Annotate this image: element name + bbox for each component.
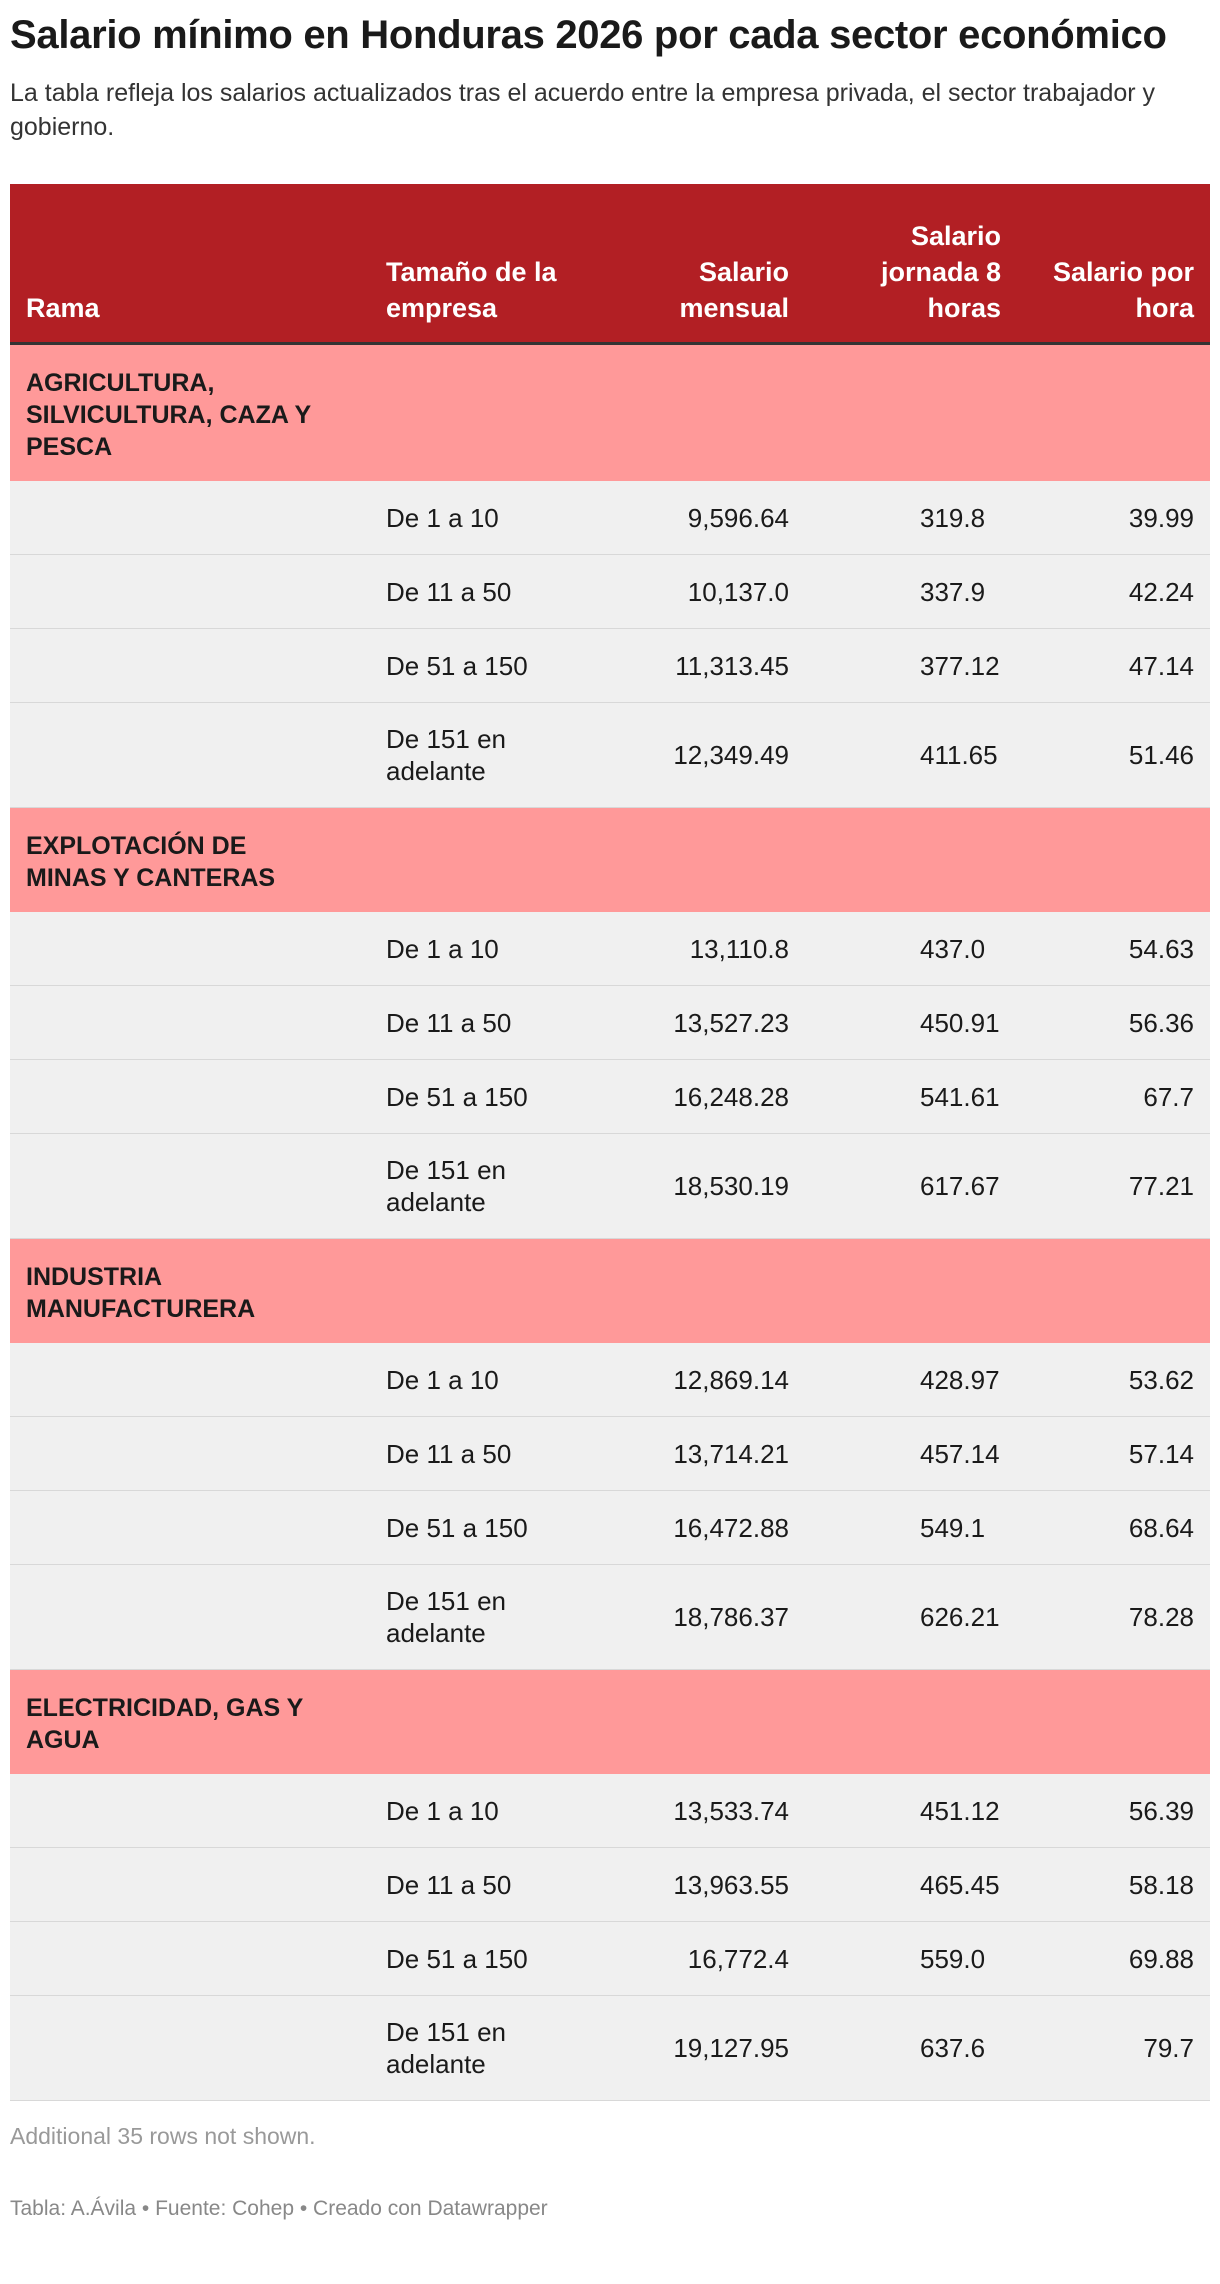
company-size-cell: De 151 en adelante (370, 703, 595, 808)
hourly-salary-cell: 69.88 (1017, 1922, 1210, 1996)
company-size-cell: De 51 a 150 (370, 1922, 595, 1996)
rama-cell (10, 1060, 370, 1134)
table-row (10, 912, 1210, 986)
header-tamano[interactable]: Tamaño de la empresa (370, 184, 595, 344)
company-size-cell: De 151 en adelante (370, 1134, 595, 1239)
daily-salary-cell: 377.12 (805, 629, 1017, 703)
table-row (10, 629, 1210, 703)
hourly-salary-cell: 79.7 (1017, 1996, 1210, 2101)
hourly-salary-cell: 77.21 (1017, 1134, 1210, 1239)
hourly-salary-cell: 78.28 (1017, 1565, 1210, 1670)
sector-row (10, 1670, 1210, 1775)
sector-name: INDUSTRIA MANUFACTURERA (26, 1263, 256, 1323)
monthly-salary-cell: 13,714.21 (595, 1417, 805, 1491)
daily-salary-cell: 541.61 (805, 1060, 1017, 1134)
rama-cell (10, 1417, 370, 1491)
sector-row (10, 1239, 1210, 1344)
hourly-salary-cell: 58.18 (1017, 1848, 1210, 1922)
company-size-cell: De 11 a 50 (370, 555, 595, 629)
daily-salary-cell: 451.12 (805, 1774, 1017, 1848)
table-row (10, 481, 1210, 555)
salary-table (10, 184, 1210, 2101)
chart-subtitle: La tabla refleja los salarios actualizados tras el acuerdo entre la empresa privada, el sector trabajador y gobierno. (10, 79, 1156, 141)
rows-not-shown-note: Additional 35 rows not shown. (10, 2123, 316, 2149)
company-size-cell: De 1 a 10 (370, 481, 595, 555)
table-row (10, 1996, 1210, 2101)
daily-salary-cell: 337.9 (805, 555, 1017, 629)
company-size-cell: De 51 a 150 (370, 1060, 595, 1134)
daily-salary-cell: 559.0 (805, 1922, 1017, 1996)
sector-row (10, 808, 1210, 913)
hourly-salary-cell: 56.36 (1017, 986, 1210, 1060)
hourly-salary-cell: 53.62 (1017, 1343, 1210, 1417)
header-salario-hora[interactable]: Salario por hora (1017, 184, 1210, 344)
table-row (10, 1774, 1210, 1848)
table-row (10, 555, 1210, 629)
monthly-salary-cell: 19,127.95 (595, 1996, 805, 2101)
company-size-cell: De 1 a 10 (370, 912, 595, 986)
daily-salary-cell: 411.65 (805, 703, 1017, 808)
daily-salary-cell: 450.91 (805, 986, 1017, 1060)
rama-cell (10, 1774, 370, 1848)
rama-cell (10, 1848, 370, 1922)
chart-title: Salario mínimo en Honduras 2026 por cada sector económico (10, 13, 1167, 57)
table-row (10, 1060, 1210, 1134)
monthly-salary-cell: 12,349.49 (595, 703, 805, 808)
sector-name: EXPLOTACIÓN DE MINAS Y CANTERAS (26, 832, 276, 892)
rama-cell (10, 1996, 370, 2101)
company-size-cell: De 1 a 10 (370, 1774, 595, 1848)
hourly-salary-cell: 67.7 (1017, 1060, 1210, 1134)
table-row (10, 1848, 1210, 1922)
sector-name: ELECTRICIDAD, GAS Y AGUA (26, 1694, 303, 1754)
company-size-cell: De 151 en adelante (370, 1565, 595, 1670)
daily-salary-cell: 457.14 (805, 1417, 1017, 1491)
rama-cell (10, 1922, 370, 1996)
rama-cell (10, 1134, 370, 1239)
rama-cell (10, 986, 370, 1060)
header-salario-jornada[interactable]: Salario jornada 8 horas (805, 184, 1017, 344)
rama-cell (10, 555, 370, 629)
table-row (10, 1343, 1210, 1417)
daily-salary-cell: 428.97 (805, 1343, 1017, 1417)
hourly-salary-cell: 39.99 (1017, 481, 1210, 555)
hourly-salary-cell: 54.63 (1017, 912, 1210, 986)
company-size-cell: De 11 a 50 (370, 1848, 595, 1922)
table-row (10, 1491, 1210, 1565)
monthly-salary-cell: 9,596.64 (595, 481, 805, 555)
monthly-salary-cell: 18,786.37 (595, 1565, 805, 1670)
company-size-cell: De 11 a 50 (370, 986, 595, 1060)
rama-cell (10, 912, 370, 986)
rama-cell (10, 481, 370, 555)
sector-cell (10, 1670, 1210, 1775)
monthly-salary-cell: 13,527.23 (595, 986, 805, 1060)
monthly-salary-cell: 12,869.14 (595, 1343, 805, 1417)
company-size-cell: De 1 a 10 (370, 1343, 595, 1417)
company-size-cell: De 11 a 50 (370, 1417, 595, 1491)
rama-cell (10, 1343, 370, 1417)
footer-credits: Tabla: A.Ávila • Fuente: Cohep • Creado con Datawrapper (10, 2197, 548, 2220)
table-header-row (10, 184, 1210, 344)
daily-salary-cell: 465.45 (805, 1848, 1017, 1922)
header-salario-mensual[interactable]: Salario mensual (595, 184, 805, 344)
hourly-salary-cell: 57.14 (1017, 1417, 1210, 1491)
sector-name: AGRICULTURA, SILVICULTURA, CAZA Y PESCA (26, 369, 311, 461)
monthly-salary-cell: 16,472.88 (595, 1491, 805, 1565)
company-size-cell: De 51 a 150 (370, 629, 595, 703)
daily-salary-cell: 626.21 (805, 1565, 1017, 1670)
monthly-salary-cell: 10,137.0 (595, 555, 805, 629)
company-size-cell: De 51 a 150 (370, 1491, 595, 1565)
company-size-cell: De 151 en adelante (370, 1996, 595, 2101)
monthly-salary-cell: 16,248.28 (595, 1060, 805, 1134)
sector-row (10, 344, 1210, 482)
sector-cell (10, 344, 1210, 482)
rama-cell (10, 703, 370, 808)
table-row (10, 703, 1210, 808)
hourly-salary-cell: 56.39 (1017, 1774, 1210, 1848)
daily-salary-cell: 437.0 (805, 912, 1017, 986)
rama-cell (10, 629, 370, 703)
daily-salary-cell: 319.8 (805, 481, 1017, 555)
monthly-salary-cell: 13,110.8 (595, 912, 805, 986)
table-row (10, 1417, 1210, 1491)
monthly-salary-cell: 16,772.4 (595, 1922, 805, 1996)
hourly-salary-cell: 42.24 (1017, 555, 1210, 629)
monthly-salary-cell: 18,530.19 (595, 1134, 805, 1239)
hourly-salary-cell: 51.46 (1017, 703, 1210, 808)
table-row (10, 986, 1210, 1060)
rama-cell (10, 1491, 370, 1565)
table-row (10, 1134, 1210, 1239)
hourly-salary-cell: 47.14 (1017, 629, 1210, 703)
table-body (10, 344, 1210, 2101)
monthly-salary-cell: 11,313.45 (595, 629, 805, 703)
table-row (10, 1922, 1210, 1996)
daily-salary-cell: 549.1 (805, 1491, 1017, 1565)
monthly-salary-cell: 13,963.55 (595, 1848, 805, 1922)
rama-cell (10, 1565, 370, 1670)
monthly-salary-cell: 13,533.74 (595, 1774, 805, 1848)
sector-cell (10, 808, 1210, 913)
daily-salary-cell: 617.67 (805, 1134, 1017, 1239)
header-rama[interactable]: Rama (10, 184, 370, 344)
sector-cell (10, 1239, 1210, 1344)
daily-salary-cell: 637.6 (805, 1996, 1017, 2101)
hourly-salary-cell: 68.64 (1017, 1491, 1210, 1565)
table-row (10, 1565, 1210, 1670)
